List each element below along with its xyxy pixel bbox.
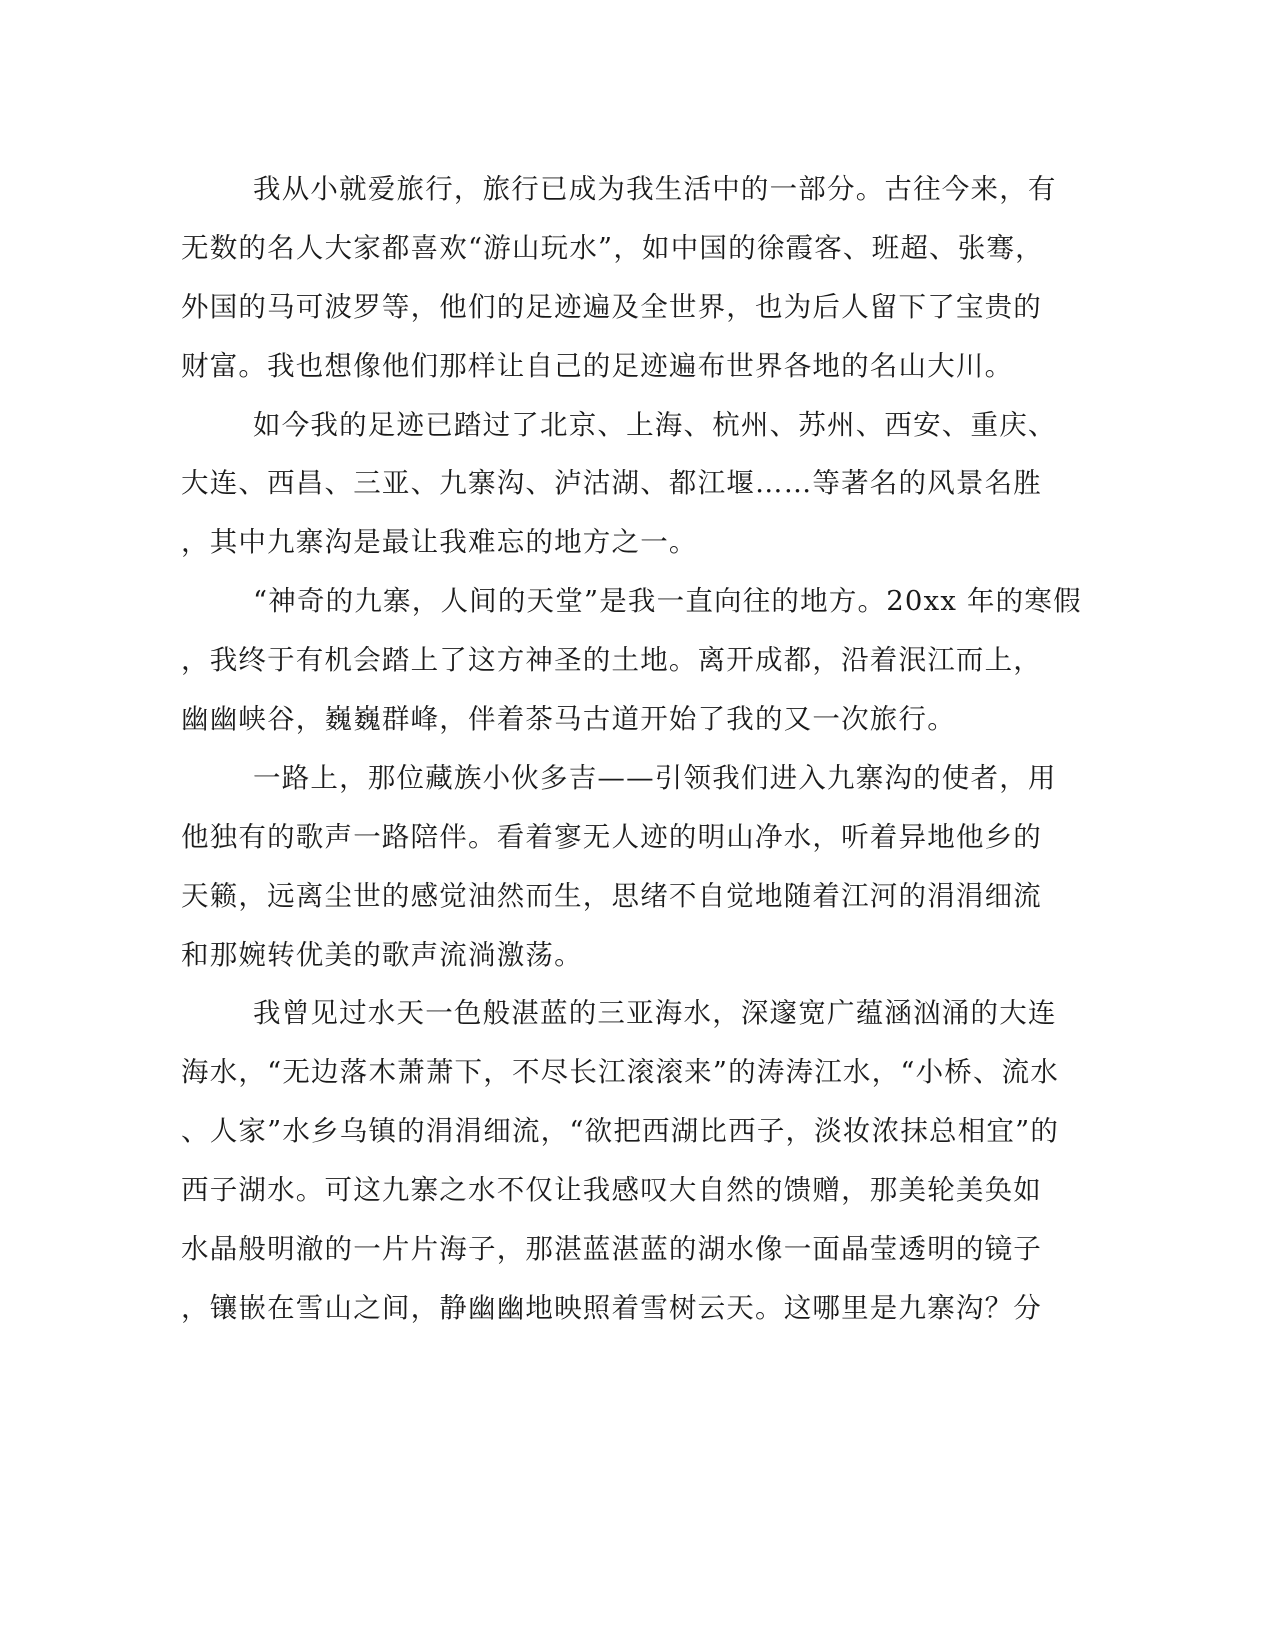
paragraph-5-line-3: 、人家”水乡乌镇的涓涓细流，“欲把西湖比西子，淡妆浓抹总相宜”的 — [181, 1115, 1060, 1148]
paragraph-1-line-1: 我从小就爱旅行，旅行已成为我生活中的一部分。古往今来，有 — [253, 173, 1057, 205]
document-body — [181, 160, 1082, 1338]
paragraph-1-line-4: 财富。我也想像他们那样让自己的足迹遍布世界各地的名山大川。 — [181, 349, 1014, 382]
paragraph-5-line-5: 水晶般明澈的一片片海子，那湛蓝湛蓝的湖水像一面晶莹透明的镜子 — [181, 1233, 1042, 1266]
paragraph-3-line-1: “神奇的九寨，人间的天堂”是我一直向往的地方。20xx 年的寒假 — [253, 585, 1082, 618]
paragraph-5-line-2: 海水，“无边落木萧萧下，不尽长江滚滚来”的涛涛江水，“小桥、流水 — [181, 1056, 1060, 1089]
paragraph-4-line-4: 和那婉转优美的歌声流淌激荡。 — [181, 938, 583, 971]
paragraph-4-line-3: 天籁，远离尘世的感觉油然而生，思绪不自觉地随着江河的涓涓细流 — [181, 879, 1042, 912]
paragraph-5-line-4: 西子湖水。可这九寨之水不仅让我感叹大自然的馈赠，那美轮美奂如 — [181, 1174, 1042, 1207]
paragraph-3-line-2: ，我终于有机会踏上了这方神圣的土地。离开成都，沿着泯江而上， — [181, 644, 1042, 677]
paragraph-2-line-3: ，其中九寨沟是最让我难忘的地方之一。 — [181, 526, 698, 559]
paragraph-3-line-3: 幽幽峡谷，巍巍群峰，伴着茶马古道开始了我的又一次旅行。 — [181, 703, 956, 736]
paragraph-4-line-1: 一路上，那位藏族小伙多吉——引领我们进入九寨沟的使者，用 — [253, 761, 1057, 794]
paragraph-2-line-2: 大连、西昌、三亚、九寨沟、泸沽湖、都江堰……等著名的风景名胜 — [181, 467, 1042, 500]
paragraph-1-line-3: 外国的马可波罗等，他们的足迹遍及全世界，也为后人留下了宝贵的 — [181, 290, 1042, 323]
paragraph-1-line-2: 无数的名人大家都喜欢“游山玩水”，如中国的徐霞客、班超、张骞， — [181, 231, 1044, 264]
paragraph-5-line-1: 我曾见过水天一色般湛蓝的三亚海水，深邃宽广蕴涵汹涌的大连 — [253, 997, 1057, 1030]
paragraph-4-line-2: 他独有的歌声一路陪伴。看着寥无人迹的明山净水，听着异地他乡的 — [181, 820, 1042, 853]
paragraph-2-line-1: 如今我的足迹已踏过了北京、上海、杭州、苏州、西安、重庆、 — [253, 408, 1057, 441]
paragraph-5-line-6: ，镶嵌在雪山之间，静幽幽地映照着雪树云天。这哪里是九寨沟？分 — [181, 1291, 1042, 1324]
